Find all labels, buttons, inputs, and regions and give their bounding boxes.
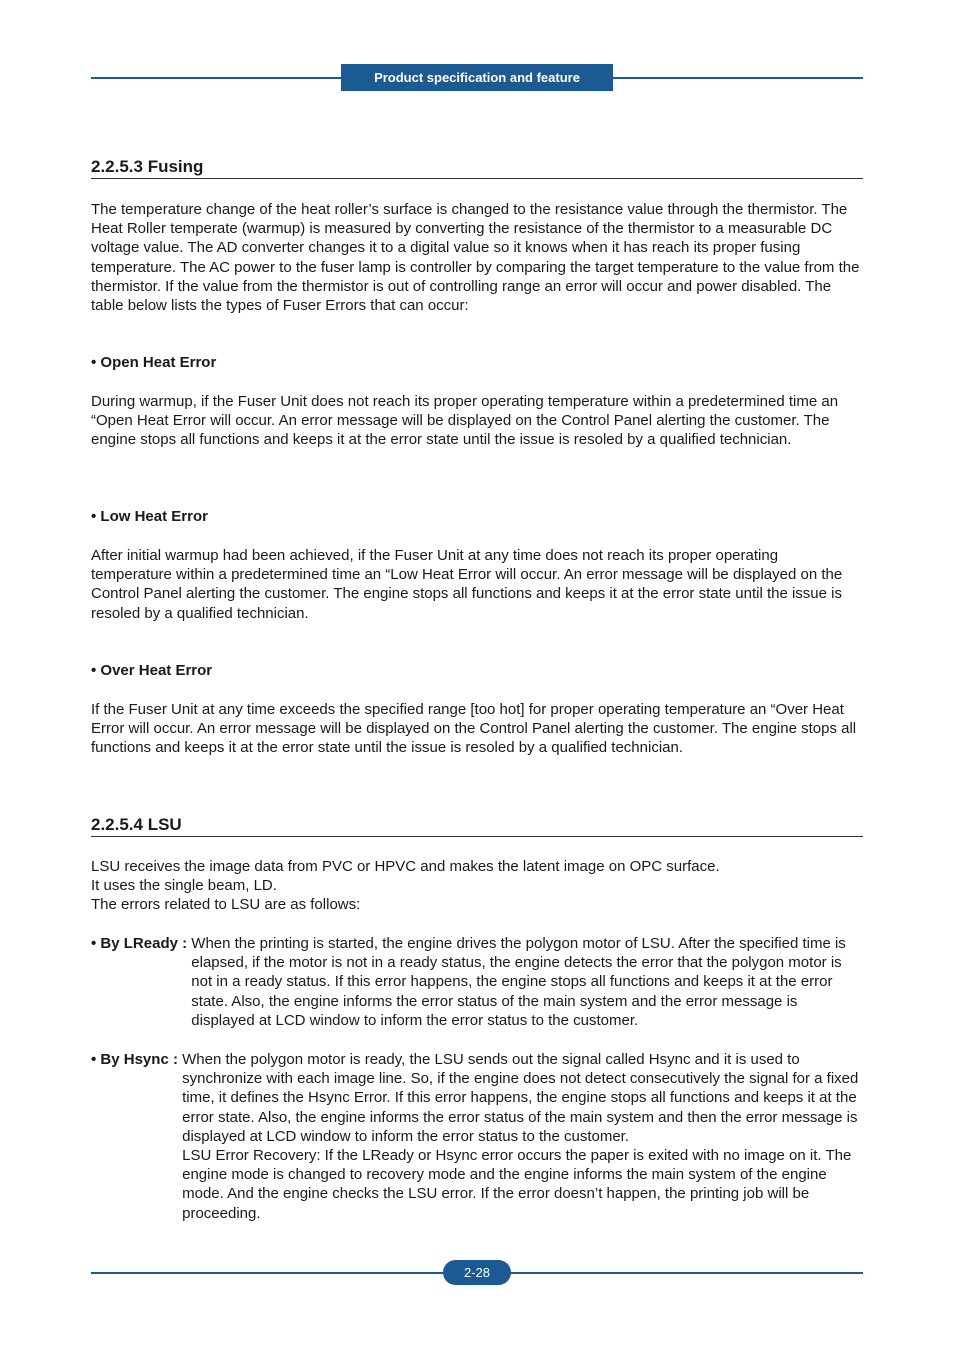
fusing-intro: The temperature change of the heat roller’s surface is changed to the resistance value through the thermistor. The Heat Roller temperate (warmup) is measured by converting the resistance of the thermistor to a measurable DC voltage value. The AD converter changes it to a digital value so it knows when it has reach its proper fusing temperature. The AC power to the fuser lamp is controller by comparing the target temperature to the value from the thermistor. If the value from the thermistor is out of controlling range an error will occur and power disabled. The table below lists the types of Fuser Errors that can occur: <box>91 201 860 315</box>
lsu-line-1: LSU receives the image data from PVC or HPVC and makes the latent image on OPC surface. <box>91 858 720 875</box>
lsu-item-body <box>182 1050 863 1223</box>
header-title: Product specification and feature <box>341 64 613 91</box>
section-heading-fusing: 2.2.5.3 Fusing <box>91 157 863 179</box>
low-heat-error-text: After initial warmup had been achieved, if the Fuser Unit at any time does not reach its proper operating temperature within a predetermined time an “Low Heat Error will occur. An error message will be displayed on the Control Panel alerting the customer. The engine stops all functions and keeps it at the error state until the issue is resoled by a qualified technician. <box>91 547 843 622</box>
open-heat-error-title: • Open Heat Error <box>91 354 217 371</box>
low-heat-error-title: • Low Heat Error <box>91 508 208 525</box>
lsu-item-lready <box>91 934 863 1030</box>
lsu-recovery-text: LSU Error Recovery: If the LReady or Hsync error occurs the paper is exited with no image on it. The engine mode is changed to recovery mode and the engine informs the main system of the engine mode. And the engine checks the LSU error. If the error doesn’t happen, the printing job will be proceeding. <box>182 1147 852 1222</box>
page-number: 2-28 <box>443 1260 511 1285</box>
lsu-item-text: When the printing is started, the engine drives the polygon motor of LSU. After the specified time is elapsed, if the motor is not in a ready status, the engine detects the error that the polygon motor is not in a ready status. If this error happens, the engine stops all functions and keeps it at the error state. Also, the engine informs the error status of the main system and the error message is displayed at LCD window to inform the error status to the customer. <box>191 935 846 1029</box>
lsu-line-2: It uses the single beam, LD. <box>91 877 277 894</box>
lsu-item-label: • By Hsync : <box>91 1051 183 1068</box>
over-heat-error-text: If the Fuser Unit at any time exceeds the specified range [too hot] for proper operating temperature an “Over Heat Error will occur. An error message will be displayed on the Control Panel alerting the customer. The engine stops all functions and keeps it at the error state until the issue is resoled by a qualified technician. <box>91 701 857 757</box>
lsu-item-hsync <box>91 1050 863 1223</box>
section-heading-lsu: 2.2.5.4 LSU <box>91 815 863 837</box>
lsu-item-text: When the polygon motor is ready, the LSU sends out the signal called Hsync and it is used to synchronize with each image line. So, if the engine does not detect consecutively the signal for a fixed time, it defines the Hsync Error. If this error happens, the engine stops all functions and keeps it at the error state. Also, the engine informs the error status of the main system and then the error message is displayed at LCD window to inform the error status to the customer. <box>182 1051 859 1145</box>
lsu-item-label: • By LReady : <box>91 935 192 952</box>
over-heat-error-title: • Over Heat Error <box>91 662 213 679</box>
lsu-line-3: The errors related to LSU are as follows: <box>91 896 361 913</box>
open-heat-error-text: During warmup, if the Fuser Unit does not reach its proper operating temperature within a predetermined time an “Open Heat Error will occur. An error message will be displayed on the Control Panel alerting the customer. The engine stops all functions and keeps it at the error state until the issue is resoled by a qualified technician. <box>91 393 839 449</box>
